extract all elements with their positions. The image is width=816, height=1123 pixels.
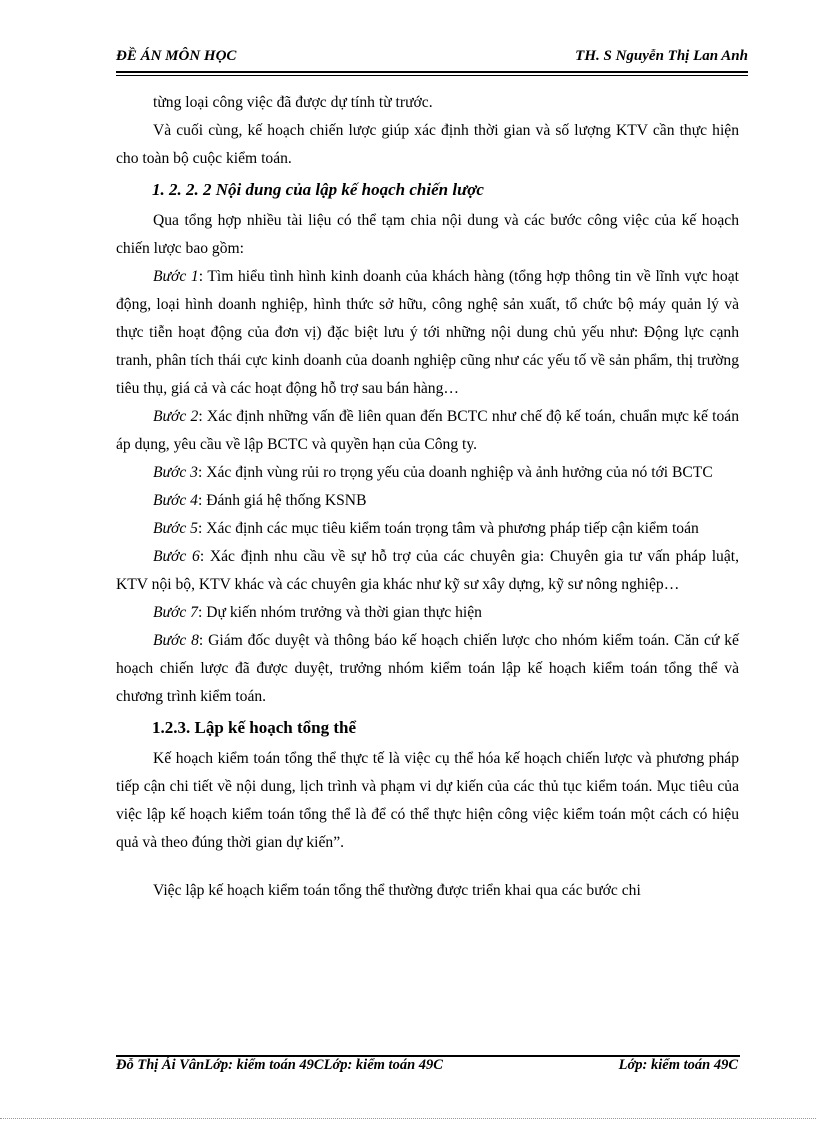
step-label: Bước 5 bbox=[153, 520, 198, 537]
blank-line bbox=[116, 857, 739, 877]
step-text: : Dự kiến nhóm trưởng và thời gian thực hiện bbox=[197, 604, 482, 621]
step-paragraph bbox=[116, 459, 739, 487]
step-label: Bước 3 bbox=[153, 464, 198, 481]
header-author: TH. S Nguyễn Thị Lan Anh bbox=[575, 48, 748, 64]
step-paragraph bbox=[116, 515, 739, 543]
document-body bbox=[116, 89, 739, 905]
section-heading: 1. 2. 2. 2 Nội dung của lập kế hoạch chiến lược bbox=[152, 180, 484, 199]
header-rule bbox=[116, 71, 748, 73]
step-label: Bước 6 bbox=[153, 548, 200, 565]
step-text: : Xác định vùng rủi ro trọng yếu của doanh nghiệp và ảnh hưởng của nó tới BCTC bbox=[197, 464, 713, 481]
step-paragraph bbox=[116, 403, 739, 459]
step-text: : Xác định các mục tiêu kiểm toán trọng tâm và phương pháp tiếp cận kiểm toán bbox=[197, 520, 699, 537]
step-text: : Xác định nhu cầu về sự hỗ trợ của các chuyên gia: Chuyên gia tư vấn pháp luật, KTV nội bộ, KTV khác và các chuyên gia khác như kỹ sư xây dựng, kỹ sư nông nghiệp… bbox=[116, 548, 739, 593]
paragraph: Kế hoạch kiểm toán tổng thể thực tế là việc cụ thể hóa kế hoạch chiến lược và phương pháp tiếp cận chi tiết về nội dung, lịch trình và phạm vi dự kiến của các thủ tục kiểm toán. Mục tiêu của việc lập kế hoạch kiểm toán tổng thể là để có thể thực hiện công việc kiểm toán một cách có hiệu quả và theo đúng thời gian dự kiến”. bbox=[116, 750, 739, 851]
step-text: : Đánh giá hệ thống KSNB bbox=[197, 492, 367, 509]
paragraph: Qua tổng hợp nhiều tài liệu có thể tạm chia nội dung và các bước công việc của kế hoạch chiến lược bao gồm: bbox=[116, 212, 739, 257]
step-label: Bước 8 bbox=[153, 632, 199, 649]
paragraph: Việc lập kế hoạch kiểm toán tổng thể thường được triển khai qua các bước chi bbox=[153, 882, 641, 899]
step-label: Bước 1 bbox=[153, 268, 199, 285]
page-edge bbox=[0, 1118, 816, 1119]
header-rule-thin bbox=[116, 75, 748, 76]
step-paragraph bbox=[116, 263, 739, 403]
step-paragraph bbox=[116, 543, 739, 599]
section-heading: 1.2.3. Lập kế hoạch tổng thể bbox=[152, 718, 357, 737]
footer-class: Lớp: kiểm toán 49C bbox=[618, 1057, 738, 1073]
paragraph: Và cuối cùng, kế hoạch chiến lược giúp xác định thời gian và số lượng KTV cần thực hiện cho toàn bộ cuộc kiểm toán. bbox=[116, 122, 739, 167]
step-label: Bước 7 bbox=[153, 604, 198, 621]
step-paragraph bbox=[116, 599, 739, 627]
step-paragraph bbox=[116, 627, 739, 711]
step-text: : Giám đốc duyệt và thông báo kế hoạch chiến lược cho nhóm kiểm toán. Căn cứ kế hoạch chiến lược đã được duyệt, trưởng nhóm kiểm toán lập kế hoạch kiểm toán tổng thể và chương trình kiểm toán. bbox=[116, 632, 739, 705]
step-text: : Xác định những vấn đề liên quan đến BCTC như chế độ kế toán, chuẩn mực kế toán áp dụng, yêu cầu về lập BCTC và quyền hạn của Công ty. bbox=[116, 408, 739, 453]
paragraph: từng loại công việc đã được dự tính từ trước. bbox=[153, 94, 433, 111]
step-label: Bước 4 bbox=[153, 492, 198, 509]
step-text: : Tìm hiểu tình hình kinh doanh của khách hàng (tổng hợp thông tin về lĩnh vực hoạt động, loại hình doanh nghiệp, hình thức sở hữu, công nghệ sản xuất, tổ chức bộ máy quản lý và thực tiễn hoạt động của đơn vị) đặc biệt lưu ý tới những nội dung chủ yếu như: Động lực cạnh tranh, phân tích thái cực kinh doanh của doanh nghiệp cũng như các yếu tố về sản phẩm, thị trường tiêu thụ, giá cả và các hoạt động hỗ trợ sau bán hàng… bbox=[116, 268, 739, 397]
step-paragraph bbox=[116, 487, 739, 515]
header-title: ĐỀ ÁN MÔN HỌC bbox=[116, 48, 237, 64]
footer-author: Đỗ Thị Ái VânLớp: kiểm toán 49CLớp: kiểm toán 49C bbox=[116, 1057, 443, 1073]
page-header bbox=[116, 48, 748, 70]
step-label: Bước 2 bbox=[153, 408, 199, 425]
